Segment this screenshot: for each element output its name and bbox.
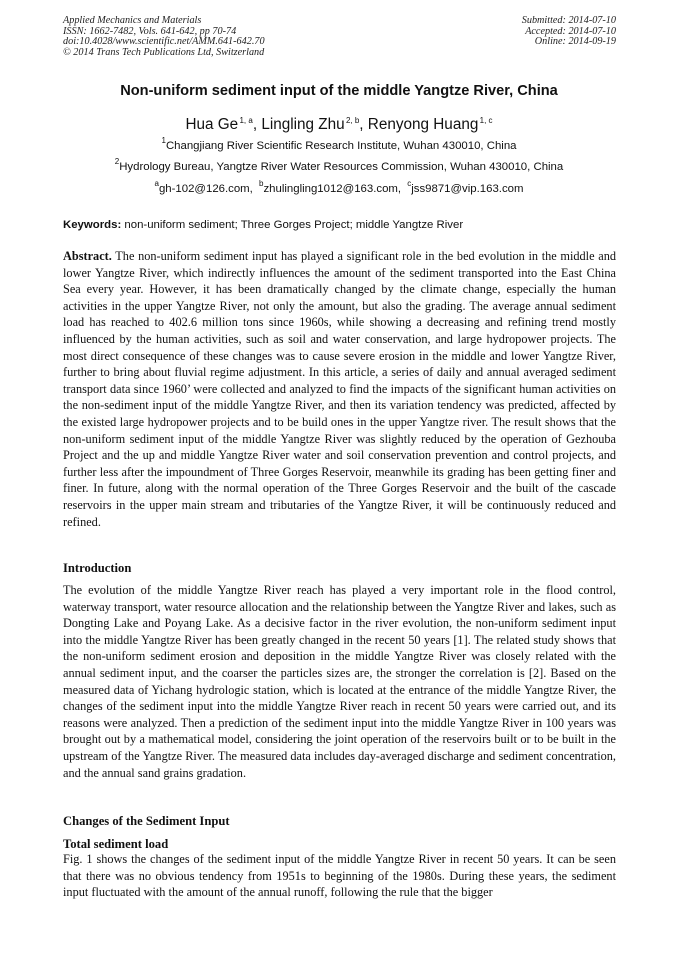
changes-text: Fig. 1 shows the changes of the sediment input of the middle Yangtze River in recent 50 years. It can be seen that there was no obvious tendency from 1951s to beginning of the 1980s. During these years, the sediment input fluctuated with the amount of the annual runoff, following the rule that the bigger bbox=[63, 852, 616, 900]
author-name: Hua Ge bbox=[185, 116, 239, 133]
abstract bbox=[63, 248, 616, 530]
accepted-date: Accepted: 2014-07-10 bbox=[525, 25, 616, 37]
abstract-text: The non-uniform sediment input has played a significant role in the bed evolution in the middle and lower Yangtze River, which indirectly influences the amount of the sediment transported into the East China Sea every year. However, it has been dramatically changed by the climate change, especially the human activities in the upper Yangtze River, not only the amount, but also the grading. The average annual sediment load has reached to 402.6 million tons since 1960s, while showing a decreasing and refining trend mostly influenced by the human activities, such as soil and water conservation, and large hydropower projects. The most direct consequence of these changes was to cause severe erosion in the middle and lower Yangtze River, further to bring about fluvial regime adjustment. In this article, a series of daily and annual averaged sediment transport data since 1960’ were collected and analyzed to find the impacts of the significant human activities on the non-sediment input of the middle Yangtze River, and then its variation tendency was predicted, affected by the existed large hydropower projects and to be build ones in the upper Yangtze river. The result shows that the non-uniform sediment input of the middle Yangtze River was slightly reduced by the operation of Gezhouba Project and the up and middle Yangtze River water and soil conservation prevention and control projects, and further less after the impoundment of Three Gorges Reservoir, meanwhile its grading has been getting finer and finer. In future, along with the normal operation of the Three Gorges Reservoir and the built of the cascade reservoirs in the upper main stream and tributaries of the Yangtze River, it will be continuously reduced and refined. bbox=[63, 249, 616, 529]
author-sep: , bbox=[252, 116, 262, 133]
introduction-heading: Introduction bbox=[63, 561, 132, 575]
submitted-date: Submitted: 2014-07-10 bbox=[521, 15, 616, 26]
total-sediment-subheading: Total sediment load bbox=[63, 837, 169, 851]
journal-info bbox=[63, 16, 363, 58]
affiliation-sup: 2 bbox=[114, 157, 120, 166]
email-link[interactable]: gh-102@126.com, bbox=[158, 183, 253, 195]
email-link[interactable]: jss9871@vip.163.com bbox=[411, 183, 524, 195]
online-date: Online: 2014-09-19 bbox=[534, 36, 616, 48]
author-list bbox=[20, 115, 658, 134]
affiliation-text: Hydrology Bureau, Yangtze River Water Resources Commission, Wuhan 430010, China bbox=[119, 161, 564, 173]
email-link[interactable]: zhulingling1012@163.com, bbox=[263, 183, 402, 195]
changes-heading: Changes of the Sediment Input bbox=[63, 814, 230, 828]
affiliation-sup: 1 bbox=[161, 136, 166, 145]
keywords-label: Keywords: bbox=[63, 219, 122, 231]
author-sep: , bbox=[359, 116, 368, 133]
keywords-text: non-uniform sediment; Three Gorges Project; middle Yangtze River bbox=[124, 219, 464, 231]
author-name: Renyong Huang bbox=[367, 116, 479, 133]
affiliation-1 bbox=[20, 136, 658, 153]
author-sup: 2, b bbox=[345, 116, 360, 125]
introduction-text: The evolution of the middle Yangtze River reach has played a very important role in the flood control, waterway transport, water resource allocation and the relationship between the Yangtze River and lakes, such as Dongting Lake and Poyang Lake. As a decisive factor in the river evolution, the non-uniform sediment input into the middle Yangtze River has been greatly changed in the recent 50 years [1]. The related study shows that the non-uniform sediment erosion and deposition in the middle Yangtze River was closely related with the annual sediment input, and the coarser the particles sizes are, the stronger the correlation is [2]. Based on the measured data of Yichang hydrologic station, which is located at the entrance of the middle Yangtze River, the changes of the sediment input into the middle Yangtze River reach in recent 50 years were carried out, and its reasons were analyzed. Then a prediction of the sediment input into the middle Yangtze River in 100 years was brought out by a mathematical model, considering the joint operation of the reservoirs built or to be built in the upstream of the Yangtze River. The measured data includes day-averaged discharge and sediment concentration, and the annual sand grains gradation. bbox=[63, 583, 616, 780]
email-sup: c bbox=[407, 179, 412, 188]
paper-title: Non-uniform sediment input of the middle Yangtze River, China bbox=[120, 83, 558, 99]
doi-line[interactable]: doi:10.4028/www.scientific.net/AMM.641-642.70 bbox=[63, 36, 265, 48]
email-list bbox=[20, 179, 658, 196]
email-sup: a bbox=[154, 179, 159, 188]
copyright-line: © 2014 Trans Tech Publications Ltd, Switzerland bbox=[63, 46, 265, 58]
affiliation-2 bbox=[20, 157, 658, 174]
dates-info bbox=[416, 16, 616, 48]
email-sup: b bbox=[259, 179, 264, 188]
author-sup: 1, a bbox=[239, 116, 253, 125]
keywords bbox=[63, 218, 616, 232]
abstract-label: Abstract. bbox=[63, 249, 112, 263]
journal-name: Applied Mechanics and Materials bbox=[63, 15, 202, 26]
affiliation-text: Changjiang River Scientific Research Institute, Wuhan 430010, China bbox=[165, 140, 517, 152]
issn-line: ISSN: 1662-7482, Vols. 641-642, pp 70-74 bbox=[63, 25, 237, 37]
author-sup: 1, c bbox=[479, 116, 493, 125]
author-name: Lingling Zhu bbox=[261, 116, 345, 133]
